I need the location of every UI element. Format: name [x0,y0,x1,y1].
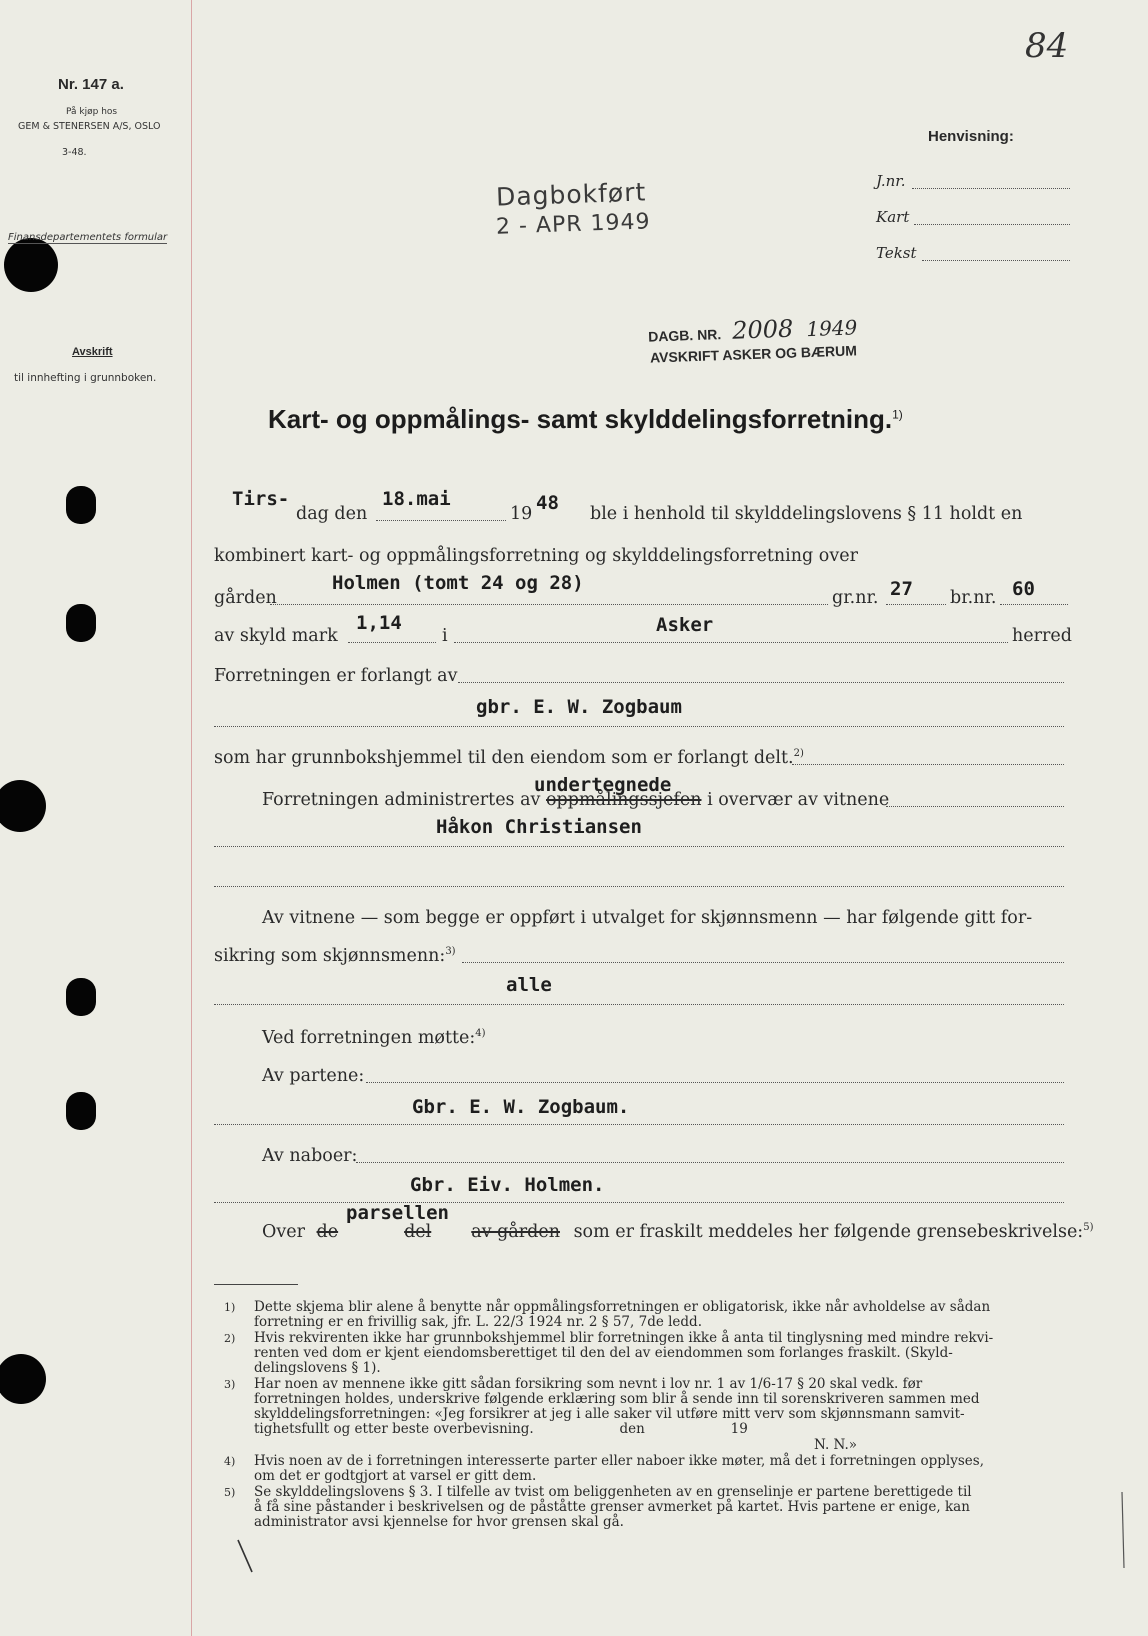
jnr-label: J.nr. [876,172,906,190]
footnote-line: delingslovens § 1). [254,1360,381,1376]
publisher-line2: GEM & STENERSEN A/S, OSLO [18,121,161,132]
av-vitnene-text: sikring som skjønnsmenn: [214,946,446,966]
skyld-line [348,642,436,643]
form-number: Nr. 147 a. [58,76,124,93]
grunnbok-sup: 2) [793,748,804,760]
over-sup: 5) [1083,1222,1094,1234]
footnote [254,1438,1064,1453]
jnr-line [912,188,1070,189]
vitne-value: Håkon Christiansen [436,816,642,838]
grnr-label: gr.nr. [832,588,879,608]
dagb-nr-year: 1949 [805,315,858,342]
brnr-line [1000,604,1068,605]
kart-label: Kart [876,208,910,226]
punch-hole [66,604,96,642]
grunnbok-text [214,748,804,768]
garden-line [270,604,828,605]
over-label: Over [262,1222,305,1242]
title-sup: 1) [892,407,903,422]
footnote-line: forretning er en frivillig sak, jfr. L. 22/3 1924 nr. 2 § 57, 7de ledd. [254,1314,702,1330]
skyld-value: 1,14 [356,612,402,634]
partene-line2 [214,1124,1064,1125]
pen-mark [1118,1490,1128,1570]
motte-sup: 4) [475,1028,486,1040]
skyld-label: av skyld mark [214,626,338,646]
footnote-line: å få sine påstander i beskrivelsen og de påståtte grenser avmerket på kartet. Hvis partene er enige, kan [254,1499,970,1515]
margin-rule [191,0,192,1636]
av-vitnene-line1: Av vitnene — som begge er oppført i utvalget for skjønnsmenn — har følgende gitt for- [262,908,1033,928]
over-struck-2: del [404,1222,432,1242]
punch-hole [0,780,46,832]
av-vitnene-sup: 3) [445,946,456,958]
over-insert: parsellen [346,1202,449,1224]
vitne-line [214,846,1064,847]
grnr-value: 27 [890,578,913,600]
page-title [268,404,903,435]
footnote [224,1484,1064,1530]
footnote-line: renten ved dom er kjent eiendomsberettiget til den del av eiendommen som forlanges fraskilt. (Skyld- [254,1345,953,1361]
footnote [224,1376,1064,1437]
grnr-line [886,604,946,605]
intro-rest: ble i henhold til skylddelingslovens § 11 holdt en [590,504,1023,524]
forlangt-value: gbr. E. W. Zogbaum [476,696,682,718]
admin-insert: undertegnede [534,774,672,796]
intro-line2: kombinert kart- og oppmålingsforretning og skylddelingsforretning over [214,546,858,566]
punch-hole [66,1092,96,1130]
admin-line-dots [886,806,1064,807]
admin-line [262,790,889,810]
footnote-number: 3) [224,1378,236,1391]
publisher-line1: På kjøp hos [66,107,118,117]
forlangt-label: Forretningen er forlangt av [214,666,458,686]
dagb-nr-stamp [648,312,858,347]
vitne-line2 [214,886,1064,887]
herred-value: Asker [656,614,714,636]
grunnbok-line [792,764,1064,765]
dagb-nr-number: 2008 [731,314,794,345]
footnote [224,1299,1064,1330]
herred-line [454,642,1008,643]
footnote [224,1453,1064,1484]
day-value: Tirs- [232,488,290,510]
avskrift-title: Avskrift [72,346,113,358]
dag-den-label: dag den [296,504,368,524]
page-number: 84 [1025,26,1069,66]
avskrift-text: til innhefting i grunnboken. [14,372,157,384]
motte-text: Ved forretningen møtte: [262,1028,476,1048]
naboer-line [356,1162,1064,1163]
footnote-line: N. N.» [814,1437,858,1453]
i-label: i [442,626,448,646]
footnotes [224,1299,1064,1531]
footnote-line: administrator avsi kjennelse for hvor grensen skal gå. [254,1514,624,1530]
forlangt-line2 [214,726,1064,727]
date-value: 18.mai [382,488,451,510]
footnote-line: om det er godtgjort at varsel er gitt dem. [254,1468,537,1484]
pen-mark [236,1538,260,1574]
footnote-line: Se skylddelingslovens § 3. I tilfelle av tvist om beliggenheten av en grenselinje er partene berettigede til [254,1484,972,1500]
herred-label: herred [1012,626,1072,646]
footnote-number: 1) [224,1301,236,1314]
year-prefix: 19 [510,504,533,524]
footnote-line: Hvis noen av de i forretningen interesserte parter eller naboer ikke møter, må det i forretningen opplyses, [254,1453,984,1469]
dagbokfort-stamp-line1: Dagbokført [495,177,647,212]
over-line [262,1222,1093,1242]
footnote-number: 2) [224,1332,236,1345]
forlangt-line [458,682,1064,683]
over-struck-3: av gården [471,1222,560,1242]
forsikring-line [214,1004,1064,1005]
naboer-line2 [214,1202,1064,1203]
brnr-value: 60 [1012,578,1035,600]
dagb-nr-label: DAGB. NR. [647,326,722,345]
footnote-number: 5) [224,1486,236,1499]
admin-post: i overvær av vitnene [707,790,890,810]
motte-label [262,1028,486,1048]
edition: 3-48. [62,147,87,158]
garden-label: gården [214,588,277,608]
footnote-separator [214,1284,298,1285]
footnote-line: Har noen av mennene ikke gitt sådan forsikring som nevnt i lov nr. 1 av 1/6-17 § 20 skal vedk. før [254,1376,923,1392]
punch-hole [0,1354,46,1404]
naboer-label: Av naboer: [262,1146,358,1166]
footnote [224,1330,1064,1376]
tekst-line [922,260,1070,261]
admin-pre: Forretningen administrertes av [262,790,541,810]
av-vitnene-line2 [214,946,456,966]
footnote-line: skylddelingsforretningen: «Jeg forsikrer at jeg i alle saker vil utføre mitt verv som skjønnsmann samvit- [254,1406,965,1422]
av-vitnene-line [462,962,1064,963]
footnote-number: 4) [224,1455,236,1468]
punch-hole [66,486,96,524]
kart-line [914,224,1070,225]
footnote-line: forretningen holdes, underskrive følgende erklæring som blir å sende inn til sorenskriveren sammen med [254,1391,980,1407]
footnote-line: Hvis rekvirenten ikke har grunnbokshjemmel blir forretningen ikke å anta til tinglysning med mindre rekvi- [254,1330,994,1346]
partene-value: Gbr. E. W. Zogbaum. [412,1096,630,1118]
partene-label: Av partene: [262,1066,365,1086]
forsikring-value: alle [506,974,552,996]
tekst-label: Tekst [876,244,917,262]
partene-line [366,1082,1064,1083]
admin-struck: oppmålingssjefen [546,790,702,810]
date-line [376,520,506,521]
naboer-value: Gbr. Eiv. Holmen. [410,1174,605,1196]
henvisning-title: Henvisning: [928,128,1014,145]
footnote-line: tighetsfullt og etter beste overbevisning. den 19 [254,1421,748,1437]
over-rest: som er fraskilt meddeles her følgende grensebeskrivelse: [573,1222,1084,1242]
garden-value: Holmen (tomt 24 og 28) [332,572,584,594]
punch-hole [4,238,58,292]
year-value: 48 [536,492,559,514]
dagbokfort-stamp-line2: 2 - APR 1949 [495,209,651,240]
grunnbok-label: som har grunnbokshjemmel til den eiendom som er forlangt delt. [214,748,794,768]
punch-hole [66,978,96,1016]
title-text: Kart- og oppmålings- samt skylddelingsforretning. [268,404,893,434]
formular-label: Finansdepartementets formular [8,232,168,243]
dagb-nr-line2: AVSKRIFT ASKER OG BÆRUM [649,342,858,366]
over-struck-1: de [316,1222,339,1242]
brnr-label: br.nr. [950,588,997,608]
footnote-line: Dette skjema blir alene å benytte når oppmålingsforretningen er obligatorisk, ikke når avholdelse av sådan [254,1299,991,1315]
